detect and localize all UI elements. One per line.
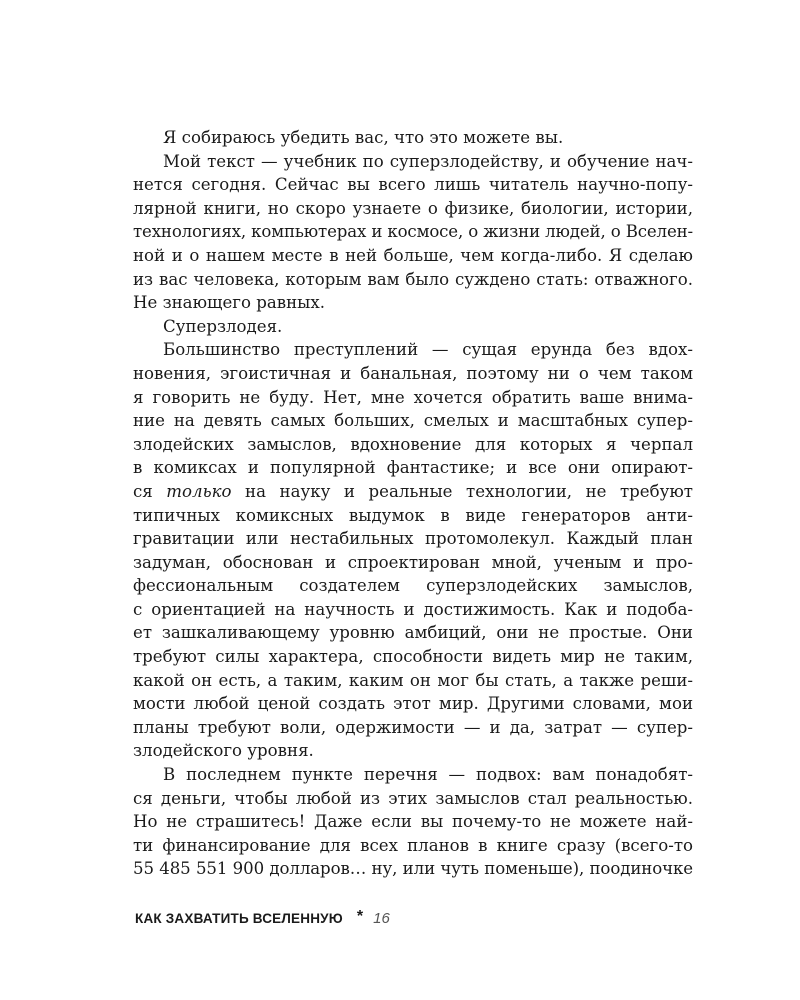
page-number: 16 [373, 909, 390, 927]
running-head: КАК ЗАХВАТИТЬ ВСЕЛЕННУЮ [135, 910, 343, 926]
text-line: ет зашкаливающему уровню амбиций, они не простые. Они [133, 623, 693, 643]
text-line: ной и о нашем месте в ней больше, чем когда-либо. Я сделаю [133, 245, 693, 265]
text-line: ся только на науку и реальные технологии, не требуют [133, 481, 693, 501]
text-line: требуют силы характера, способности видеть мир не таким, [133, 647, 693, 667]
text-line: Но не страшитесь! Даже если вы почему-то не можете най- [133, 812, 693, 832]
text-line: ся деньги, чтобы любой из этих замыслов стал реальностью. [133, 788, 693, 808]
text-line: Не знающего равных. [133, 293, 325, 313]
text-line: 55 485 551 900 долларов… ну, или чуть поменьше), поодиночке [133, 859, 693, 879]
text-line: ти финансирование для всех планов в книге сразу (всего-то [133, 835, 693, 855]
text-line: Я собираюсь убедить вас, что это можете вы. [163, 128, 564, 147]
text-line: новения, эгоистичная и банальная, поэтому ни о чем таком [133, 363, 693, 383]
text-line: Большинство преступлений — сущая ерунда без вдох- [163, 340, 693, 360]
text-line: злодейских замыслов, вдохновение для которых я черпал [133, 434, 693, 454]
asterisk-separator-icon: * [356, 908, 364, 925]
text-line: какой он есть, а таким, каким он мог бы стать, а также реши- [133, 670, 693, 690]
text-line: я говорить не буду. Нет, мне хочется обратить ваше внима- [133, 387, 693, 407]
text-line: в комиксах и популярной фантастике; и все они опирают- [133, 458, 693, 478]
text-line: лярной книги, но скоро узнаете о физике, биологии, истории, [133, 198, 693, 218]
page-footer [135, 908, 390, 928]
text-line: типичных комиксных выдумок в виде генераторов анти- [133, 505, 693, 525]
text-line: Суперзлодея. [163, 316, 283, 336]
text-line: из вас человека, которым вам было суждено стать: отважного. [133, 269, 693, 289]
text-line: технологиях, компьютерах и космосе, о жизни людей, о Вселен- [133, 222, 693, 242]
text-line: мости любой ценой создать этот мир. Другими словами, мои [133, 694, 693, 714]
text-line: задуман, обоснован и спроектирован мной, ученым и про- [133, 552, 693, 572]
body-text [133, 126, 693, 881]
text-line: В последнем пункте перечня — подвох: вам понадобят- [163, 765, 693, 785]
text-line: нется сегодня. Сейчас вы всего лишь читатель научно-попу- [133, 175, 693, 195]
text-line: злодейского уровня. [133, 741, 314, 761]
text-line: с ориентацией на научность и достижимость. Как и подоба- [133, 599, 693, 619]
text-line: фессиональным создателем суперзлодейских замыслов, [133, 576, 693, 596]
text-line: Мой текст — учебник по суперзлодейству, и обучение нач- [163, 151, 693, 171]
text-line: ние на девять самых больших, смелых и масштабных супер- [133, 411, 693, 431]
text-line: гравитации или нестабильных протомолекул. Каждый план [133, 529, 693, 549]
text-line: планы требуют воли, одержимости — и да, затрат — супер- [133, 717, 693, 737]
